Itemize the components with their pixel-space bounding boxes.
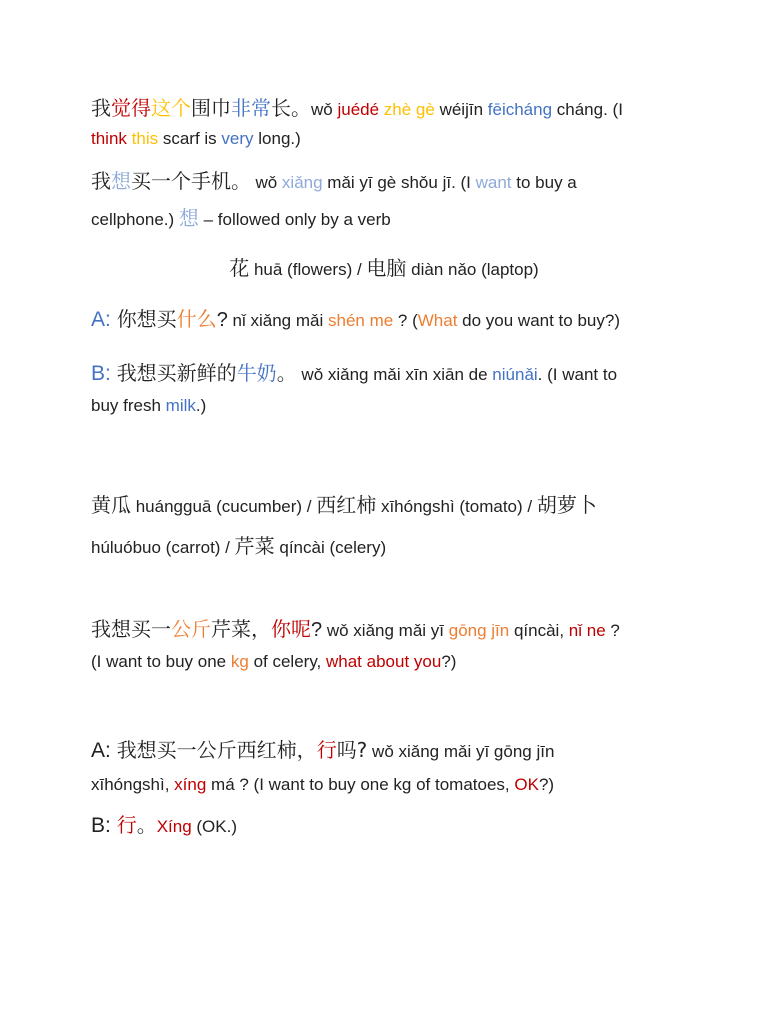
translation-very: very	[221, 129, 254, 148]
translation-end: ?)	[441, 652, 457, 671]
zh-hua: 花	[229, 256, 250, 280]
translation-end: ?)	[538, 775, 555, 794]
sentence-scarf-line-2	[91, 129, 681, 149]
pinyin-wo: wǒ	[255, 173, 282, 192]
pinyin-xing: xíng	[174, 775, 207, 794]
pinyin-xinxian: wǒ xiǎng mǎi xīn xiān de	[296, 365, 493, 384]
dialogue-b-milk	[91, 357, 681, 416]
translation-think: think	[91, 129, 127, 148]
pinyin-zhege: zhè gè	[379, 100, 435, 119]
zh-shenme: 什么	[176, 307, 217, 331]
zh-zhege: 这个	[151, 96, 191, 120]
pinyin-shenme: shén me	[327, 311, 394, 330]
translation-buy-fresh: buy fresh	[91, 396, 166, 415]
zh-xing: 行	[116, 813, 137, 837]
pinyin-huanggua: huángguā (cucumber) /	[131, 497, 317, 516]
pinyin-xing: Xíng	[156, 817, 192, 836]
zh-juede: 觉得	[111, 96, 151, 120]
zh-question-mark: ?	[311, 619, 323, 641]
sentence-celery	[91, 613, 681, 672]
pinyin-xihongshi: xīhóngshì,	[91, 775, 175, 794]
pinyin-feichang: fēicháng	[487, 100, 553, 119]
pinyin-ni-ne: nǐ ne	[568, 621, 606, 640]
zh-ni-ne: 你呢	[271, 617, 311, 641]
zh-xiang: 想	[111, 169, 131, 193]
zh-ma: 吗?	[336, 738, 368, 762]
translation-tomatoes: má ? (I want to buy one kg of tomatoes,	[206, 775, 515, 794]
zh-feichang: 非常	[231, 96, 271, 120]
sentence-scarf-line-1	[91, 92, 681, 121]
pinyin-hua: huā (flowers) /	[249, 260, 367, 279]
zh-wo: 我	[91, 96, 111, 120]
translation-buy-one: (I want to buy one	[91, 652, 231, 671]
zh-huluobo: 胡萝卜	[536, 493, 597, 517]
sentence-cellphone	[91, 165, 681, 231]
zh-ni-xiang-mai: 你想买	[116, 307, 177, 331]
pinyin-q: ? (	[393, 311, 418, 330]
translation-what: What	[417, 311, 458, 330]
zh-period: 。	[136, 813, 157, 837]
pinyin-wo: wǒ	[311, 100, 338, 119]
pinyin-chang: cháng. (I	[552, 100, 623, 119]
speaker-a-label: A:	[91, 308, 117, 331]
zh-niunai: 牛奶	[236, 361, 277, 385]
pinyin-weijin: wéijīn	[434, 100, 488, 119]
dialogue-b-ok	[91, 809, 681, 838]
zh-wo-xiang-mai-xinxian: 我想买新鲜的	[116, 361, 237, 385]
speaker-b-label: B:	[91, 362, 117, 385]
pinyin-q: ?	[605, 621, 620, 640]
zh-huanggua: 黄瓜	[91, 493, 131, 517]
translation-end: .)	[195, 396, 207, 415]
zh-qincai: 芹菜	[234, 534, 275, 558]
translation-i-want-to: . (I want to	[537, 365, 618, 384]
zh-xiang-note: 想	[178, 206, 199, 230]
zh-chang: 长。	[271, 96, 311, 120]
pinyin-xiang: xiǎng	[281, 173, 323, 192]
pinyin-gongjin: gōng jīn	[448, 621, 510, 640]
sentence-cellphone-line-2	[91, 202, 681, 231]
translation-do-you-want: do you want to buy?)	[457, 311, 620, 330]
translation-ok: (OK.)	[191, 817, 238, 836]
pinyin-qincai: qíncài (celery)	[274, 538, 387, 557]
zh-period: 。	[276, 361, 297, 385]
translation-what-about-you: what about you	[326, 652, 442, 671]
pinyin-mai-shouji: mǎi yī gè shǒu jī. (I	[322, 173, 476, 192]
translation-milk: milk	[165, 396, 196, 415]
speaker-b-label: B:	[91, 814, 117, 837]
pinyin-niunai: niúnǎi	[492, 365, 538, 384]
translation-to-buy: to buy a	[511, 173, 577, 192]
zh-wo-xiang-mai-yi: 我想买一	[91, 617, 171, 641]
translation-cellphone: cellphone.)	[91, 210, 179, 229]
vocab-vegetables	[91, 489, 701, 559]
pinyin-ni-xiang-mai: nǐ xiǎng mǎi	[227, 311, 328, 330]
zh-mai-shouji: 买一个手机。	[131, 169, 251, 193]
zh-qincai: 芹菜，	[211, 617, 271, 641]
zh-weijin: 围巾	[191, 96, 231, 120]
zh-xing: 行	[316, 738, 337, 762]
pinyin-qincai: qíncài,	[509, 621, 569, 640]
speaker-a-label: A:	[91, 739, 117, 762]
translation-this: this	[126, 129, 159, 148]
translation-want: want	[475, 173, 512, 192]
pinyin-wo-xiang-mai: wǒ xiǎng mǎi yī gōng jīn	[367, 742, 555, 761]
zh-gongjin: 公斤	[171, 617, 211, 641]
sentence-cellphone-line-1	[91, 165, 681, 194]
translation-scarf: scarf is	[158, 129, 222, 148]
translation-ok: OK	[514, 775, 539, 794]
pinyin-huluobo: húluóbuo (carrot) /	[91, 538, 235, 557]
translation-long: long.)	[253, 129, 301, 148]
translation-kg: kg	[230, 652, 249, 671]
sentence-scarf	[91, 92, 681, 149]
pinyin-diannao: diàn nǎo (laptop)	[406, 260, 539, 279]
zh-xihongshi: 西红柿	[316, 493, 377, 517]
note-followed-by-verb: – followed only by a verb	[198, 210, 391, 229]
pinyin-xihongshi: xīhóngshì (tomato) /	[376, 497, 537, 516]
dialogue-a-tomatoes	[91, 734, 681, 795]
zh-wo: 我	[91, 169, 111, 193]
zh-mai-xihongshi: 我想买一公斤西红柿，	[116, 738, 317, 762]
pinyin-juede: juédé	[337, 100, 380, 119]
vocab-flowers-laptop	[0, 252, 768, 281]
pinyin-wo-xiang-mai-yi: wǒ xiǎng mǎi yī	[322, 621, 449, 640]
zh-question-mark: ?	[216, 309, 228, 331]
translation-of-celery: of celery,	[248, 652, 326, 671]
dialogue-a-what-buy	[91, 303, 681, 332]
zh-diannao: 电脑	[366, 256, 407, 280]
